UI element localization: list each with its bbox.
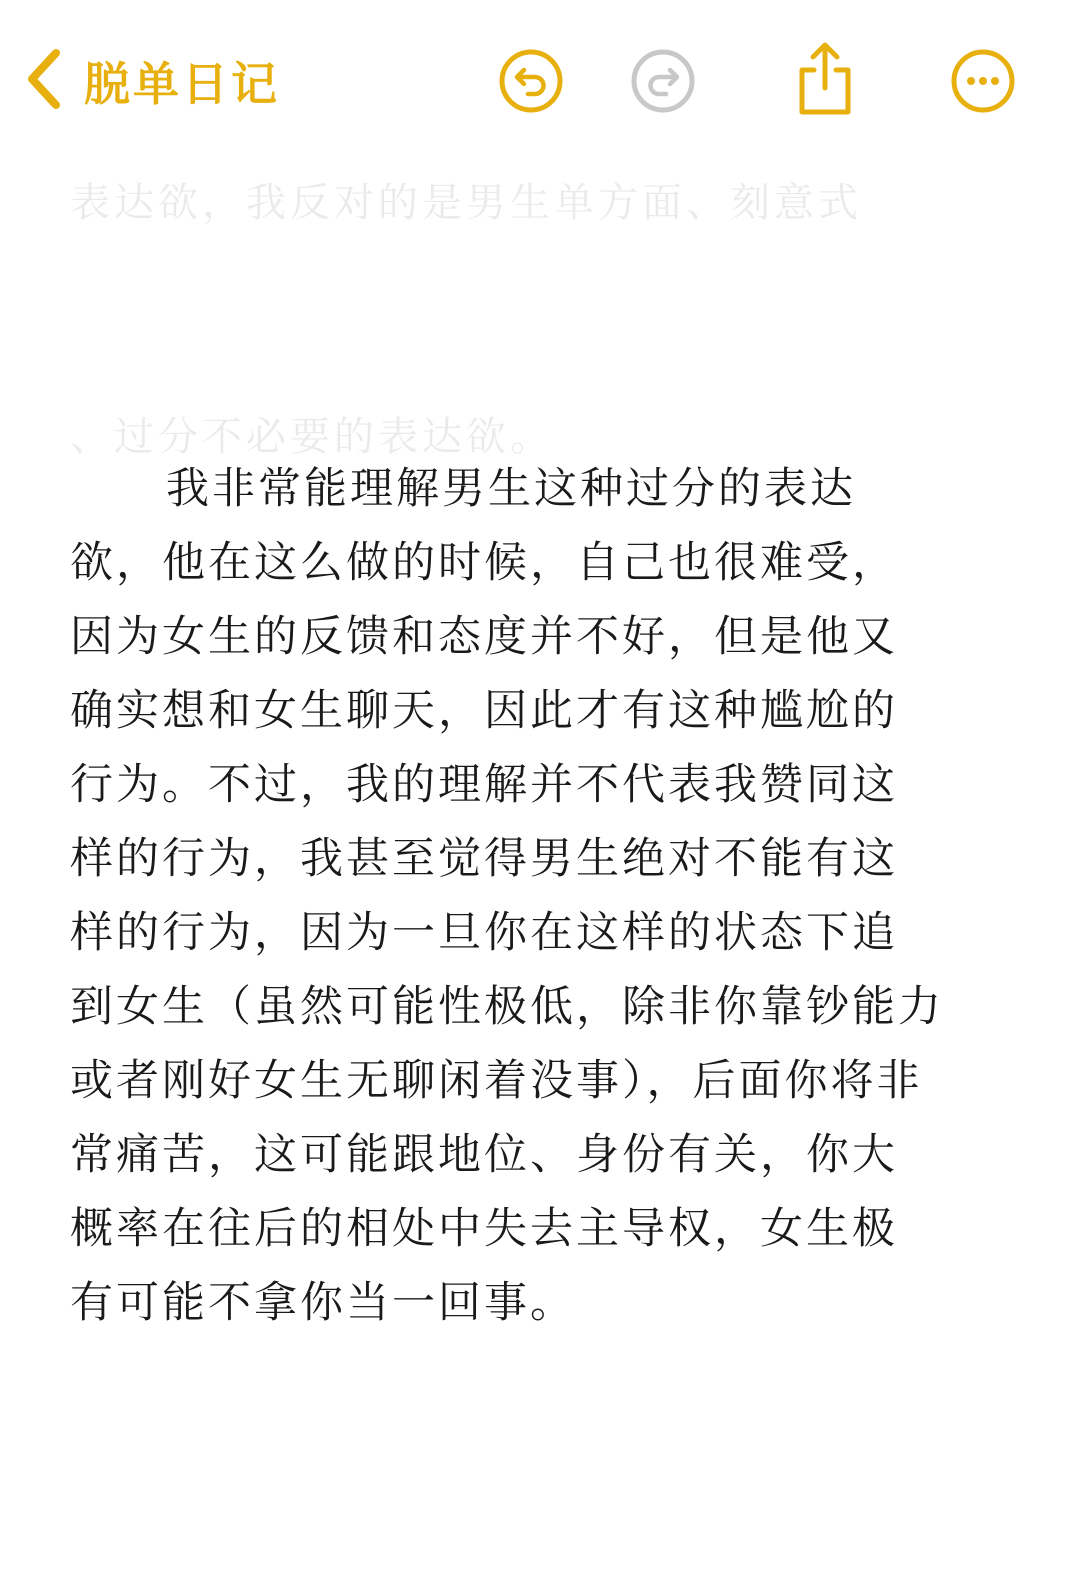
note-line: 我非常能理解男生这种过分的表达 — [166, 464, 856, 514]
redo-icon — [630, 99, 696, 118]
undo-icon — [498, 99, 564, 118]
redo-button[interactable] — [630, 48, 696, 114]
note-line: 到女生（虽然可能性极低，除非你靠钞能力 — [70, 982, 944, 1032]
note-line: 样的行为，我甚至觉得男生绝对不能有这 — [70, 834, 898, 884]
note-body[interactable] — [70, 452, 990, 1340]
back-button-label: 脱单日记 — [84, 57, 280, 111]
note-line: 因为女生的反馈和态度并不好，但是他又 — [70, 612, 898, 662]
note-line: 行为。不过，我的理解并不代表我赞同这 — [70, 760, 898, 810]
back-button[interactable] — [24, 46, 280, 116]
note-line: 常痛苦，这可能跟地位、身份有关，你大 — [70, 1130, 898, 1180]
ghost-line: 表达欲，我反对的是男生单方面、刻意式 — [70, 180, 862, 226]
ghost-line: 、过分不必要的表达欲。 — [70, 414, 554, 460]
note-line: 或者刚好女生无聊闲着没事），后面你将非 — [70, 1056, 923, 1106]
share-button[interactable] — [790, 40, 860, 118]
share-icon — [790, 103, 860, 122]
navigation-bar — [0, 0, 1080, 160]
note-line: 确实想和女生聊天，因此才有这种尴尬的 — [70, 686, 898, 736]
chevron-left-icon — [24, 47, 64, 115]
note-line: 有可能不拿你当一回事。 — [70, 1278, 576, 1328]
note-line: 样的行为，因为一旦你在这样的状态下追 — [70, 908, 898, 958]
more-icon — [950, 99, 1016, 118]
note-line: 欲，他在这么做的时候，自己也很难受， — [70, 538, 898, 588]
more-button[interactable] — [950, 48, 1016, 114]
note-line: 概率在往后的相处中失去主导权，女生极 — [70, 1204, 898, 1254]
undo-button[interactable] — [498, 48, 564, 114]
